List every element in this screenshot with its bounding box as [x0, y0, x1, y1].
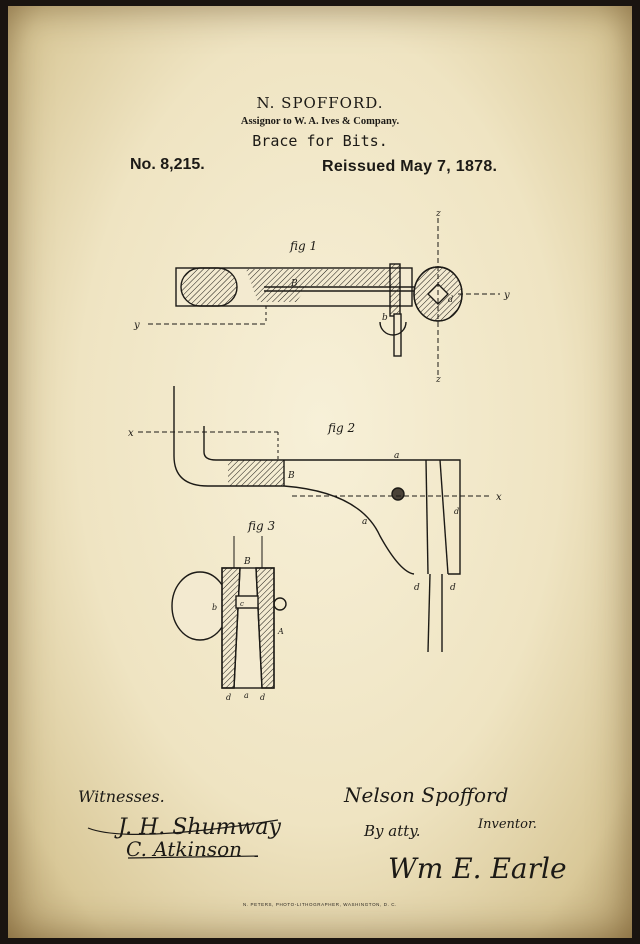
- fig2-d-right: d: [450, 583, 456, 593]
- witness-2-signature: C. Atkinson: [126, 837, 243, 861]
- by-atty-label: By atty.: [364, 822, 421, 840]
- fig2-a-top: a: [394, 451, 400, 461]
- fig1-label: fig 1: [290, 239, 318, 253]
- fig2-b-label: B: [288, 471, 295, 481]
- fig3-label: fig 3: [248, 519, 276, 533]
- fig2-x-left: x: [128, 428, 134, 439]
- fig2-a-curve: a: [362, 517, 368, 527]
- patent-sheet: [8, 6, 632, 938]
- fig1-b-label: B: [291, 279, 298, 289]
- fig1-y-left: y: [134, 320, 140, 331]
- fig1-z-bottom: z: [436, 375, 441, 385]
- fig2-d-mid: d: [454, 507, 460, 516]
- fig2-label: fig 2: [328, 421, 356, 435]
- fig3-d-right: d: [260, 693, 266, 702]
- fig1-y-right: y: [504, 290, 510, 301]
- patent-number: No. 8,215.: [130, 156, 205, 173]
- fig1-d-label: d: [448, 295, 454, 304]
- fig1-z-top: z: [436, 209, 441, 219]
- witnesses-label: Witnesses.: [78, 787, 165, 806]
- fig3-b-small: b: [212, 603, 218, 612]
- reissue-date: Reissued May 7, 1878.: [322, 158, 498, 175]
- inventor-signature: Nelson Spofford: [344, 783, 509, 807]
- fig3-d-left: d: [226, 693, 232, 702]
- witness-1-signature: J. H. Shumway: [118, 815, 281, 840]
- patent-drawings: [8, 6, 632, 938]
- fig2-x-right: x: [496, 492, 502, 503]
- lithographer-credit: N. PETERS, PHOTO-LITHOGRAPHER, WASHINGTON, D. C.: [243, 902, 397, 907]
- fig1-b-small: b: [382, 313, 388, 323]
- fig3-a-bottom: a: [244, 691, 249, 700]
- fig2-d-left: d: [414, 583, 420, 593]
- attorney-signature: Wm E. Earle: [388, 852, 567, 885]
- assignor-line: Assignor to W. A. Ives & Company.: [240, 116, 400, 127]
- fig3-a-label: A: [278, 627, 284, 636]
- figure-1: [133, 209, 510, 385]
- inventor-label: Inventor.: [478, 817, 537, 832]
- figure-3: [172, 519, 286, 702]
- patent-title: Brace for Bits.: [252, 132, 388, 150]
- fig3-c-label: c: [240, 600, 244, 608]
- signature-block: [78, 783, 567, 885]
- fig3-b-top: B: [244, 557, 251, 567]
- inventor-name: N. SPOFFORD.: [256, 94, 384, 112]
